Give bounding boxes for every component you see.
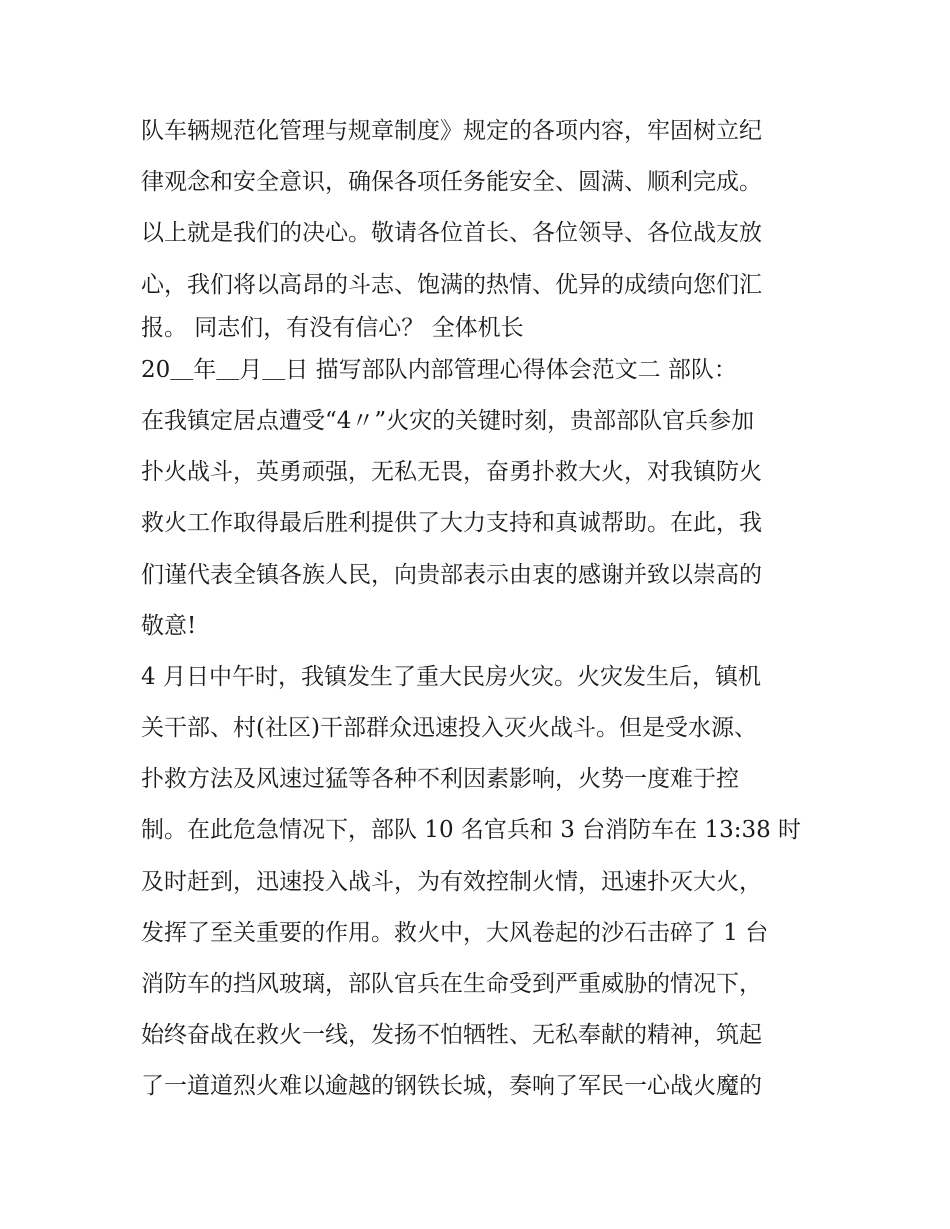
text-line: 扑火战斗，英勇顽强，无私无畏，奋勇扑救大火，对我镇防火 (141, 459, 762, 486)
text-line: 关干部、村(社区)干部群众迅速投入灭火战斗。但是受水源、 (141, 715, 757, 742)
text-line: 了一道道烈火难以逾越的钢铁长城，奏响了军民一心战火魔的 (141, 1073, 762, 1100)
body-text (141, 106, 821, 1113)
text-line: 始终奋战在救火一线，发扬不怕牺牲、无私奉献的精神，筑起 (141, 1022, 762, 1049)
text-line: 20＿年＿月＿日 描写部队内部管理心得体会范文二 部队： (141, 356, 737, 383)
text-line: 队车辆规范化管理与规章制度》规定的各项内容，牢固树立纪 (141, 118, 762, 144)
text-line: 4 月日中午时，我镇发生了重大民房火灾。火灾发生后，镇机 (141, 663, 761, 690)
text-line: 敬意! (141, 612, 197, 639)
text-line: 扑救方法及风速过猛等各种不利因素影响，火势一度难于控 (141, 766, 739, 793)
text-line: 律观念和安全意识，确保各项任务能安全、圆满、顺利完成。 (141, 169, 762, 196)
text-line: 发挥了至关重要的作用。救火中，大风卷起的沙石击碎了 1 台 (141, 919, 769, 946)
text-line: 救火工作取得最后胜利提供了大力支持和真诚帮助。在此，我 (141, 510, 762, 537)
text-line: 在我镇定居点遭受“4〃”火灾的关键时刻，贵部部队官兵参加 (141, 407, 755, 434)
text-line: 报。 同志们，有没有信心？ 全体机长 (141, 314, 524, 341)
text-line: 以上就是我们的决心。敬请各位首长、各位领导、各位战友放 (141, 220, 762, 247)
text-line: 及时赶到，迅速投入战斗，为有效控制火情，迅速扑灭大火， (141, 868, 762, 895)
text-line: 消防车的挡风玻璃，部队官兵在生命受到严重威胁的情况下， (141, 971, 762, 997)
text-line: 制。在此危急情况下，部队 10 名官兵和 3 台消防车在 13:38 时 (141, 817, 802, 844)
text-line: 心，我们将以高昂的斗志、饱满的热情、优异的成绩向您们汇 (141, 271, 762, 298)
text-line: 们谨代表全镇各族人民，向贵部表示由衷的感谢并致以崇高的 (141, 561, 762, 588)
